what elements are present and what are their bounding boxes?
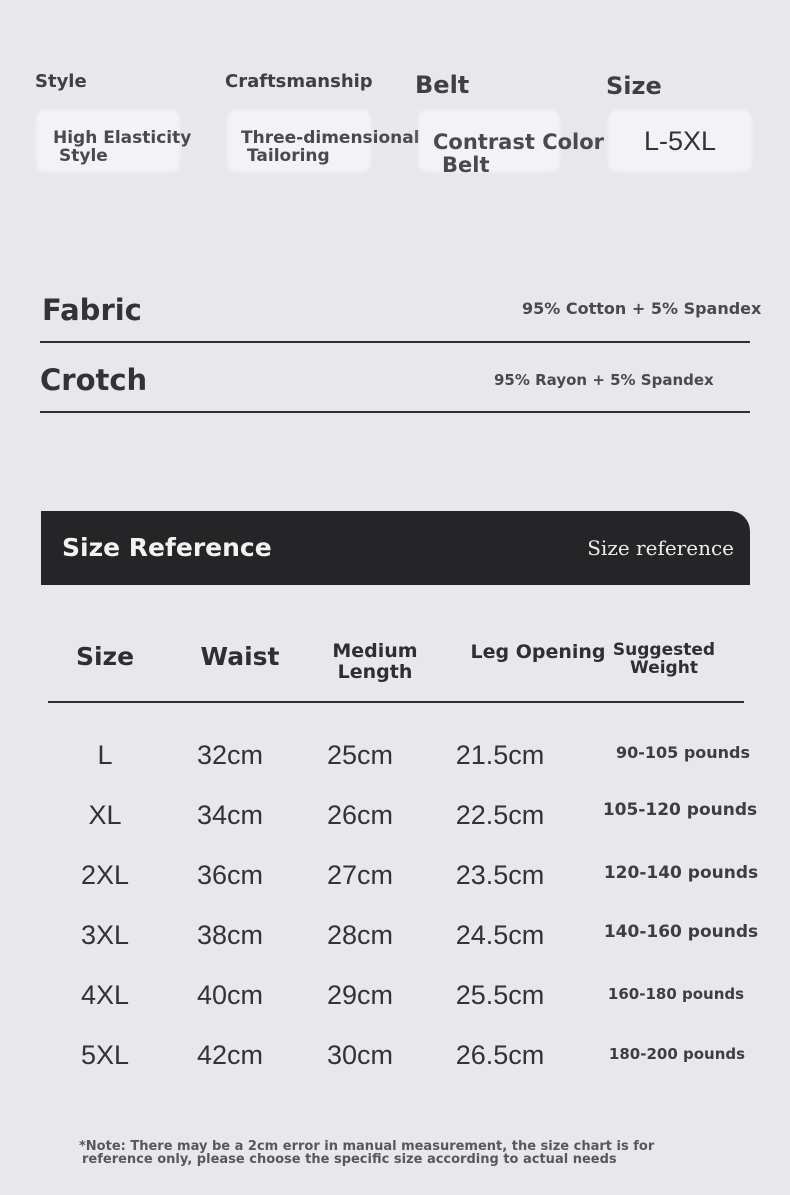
cell-length: 26cm [326, 800, 394, 830]
header-suggested-weight: Suggested Weight [612, 640, 716, 678]
table-divider [48, 701, 744, 703]
divider [40, 341, 750, 343]
crotch-value: 95% Rayon + 5% Spandex [494, 371, 714, 389]
attribute-value: High Elasticity Style [53, 128, 192, 166]
attribute-value: Three-dimensional Tailoring [241, 128, 420, 166]
cell-size: XL [88, 800, 122, 830]
cell-length: 28cm [326, 920, 394, 950]
cell-leg: 24.5cm [455, 920, 545, 950]
size-reference-title: Size Reference [62, 533, 272, 562]
size-reference-header [41, 511, 750, 585]
cell-size: 4XL [80, 980, 130, 1010]
cell-length: 30cm [326, 1040, 394, 1070]
cell-length: 29cm [326, 980, 394, 1010]
header-leg-opening: Leg Opening [470, 641, 606, 663]
cell-leg: 25.5cm [455, 980, 545, 1010]
attribute-label: Craftsmanship [225, 71, 373, 92]
cell-size: 5XL [80, 1040, 130, 1070]
attribute-label: Belt [415, 71, 470, 99]
cell-waist: 36cm [196, 860, 264, 890]
fabric-value: 95% Cotton + 5% Spandex [522, 299, 762, 318]
cell-weight: 90-105 pounds [615, 743, 751, 762]
attribute-value: Contrast Color Belt [433, 130, 605, 177]
cell-weight: 120-140 pounds [603, 863, 759, 883]
cell-leg: 23.5cm [455, 860, 545, 890]
cell-weight: 160-180 pounds [607, 985, 745, 1003]
cell-waist: 34cm [196, 800, 264, 830]
cell-weight: 140-160 pounds [603, 922, 759, 942]
cell-waist: 38cm [196, 920, 264, 950]
cell-weight: 105-120 pounds [602, 800, 758, 820]
attribute-label: Style [35, 71, 87, 92]
cell-size: L [97, 740, 113, 770]
cell-waist: 40cm [196, 980, 264, 1010]
cell-leg: 21.5cm [455, 740, 545, 770]
footnote: *Note: There may be a 2cm error in manual measurement, the size chart is for reference only, please choose the specific size according to actual needs [79, 1139, 655, 1167]
cell-leg: 26.5cm [455, 1040, 545, 1070]
cell-waist: 42cm [196, 1040, 264, 1070]
header-waist: Waist [200, 642, 280, 671]
cell-length: 25cm [326, 740, 394, 770]
cell-waist: 32cm [196, 740, 264, 770]
fabric-label: Fabric [42, 293, 142, 327]
size-reference-subtitle: Size reference [587, 536, 734, 560]
header-medium-length: Medium Length [332, 640, 418, 683]
crotch-label: Crotch [40, 363, 148, 397]
header-size: Size [75, 642, 135, 671]
cell-size: 3XL [80, 920, 130, 950]
attribute-value: L-5XL [643, 126, 717, 156]
cell-weight: 180-200 pounds [608, 1045, 746, 1063]
divider [40, 411, 750, 413]
attribute-label: Size [606, 72, 662, 100]
cell-size: 2XL [80, 860, 130, 890]
cell-length: 27cm [326, 860, 394, 890]
cell-leg: 22.5cm [455, 800, 545, 830]
